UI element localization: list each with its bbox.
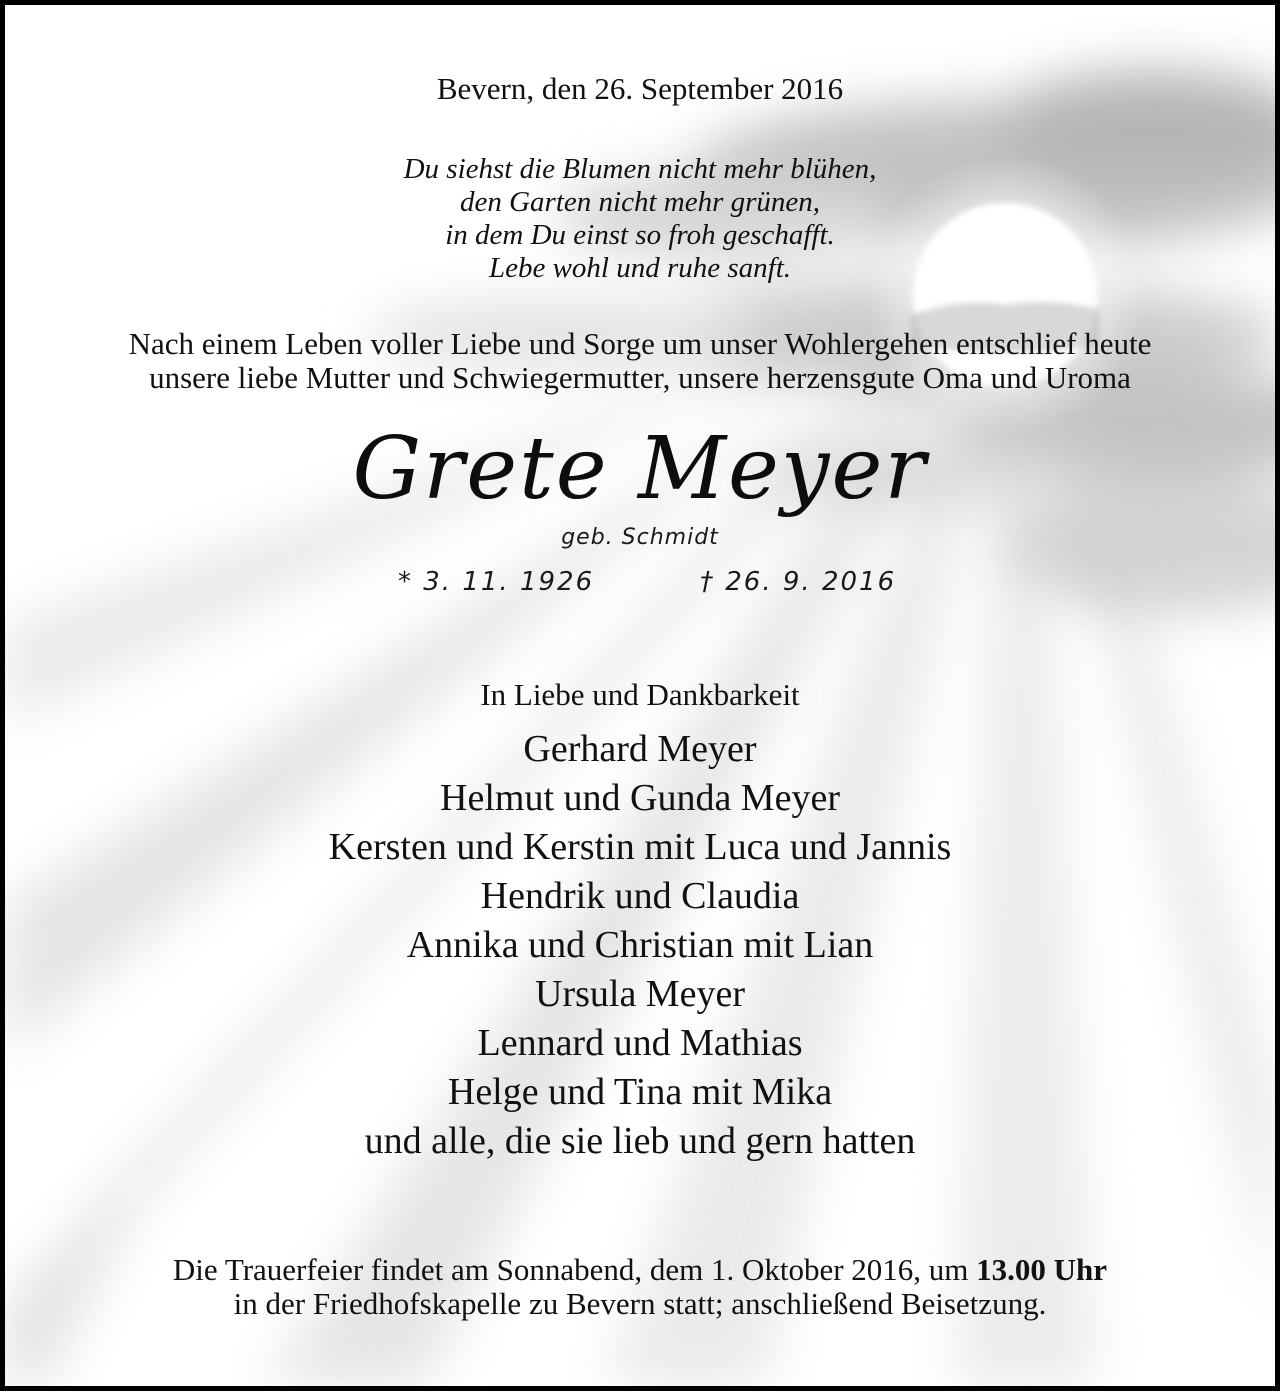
funeral-info xyxy=(5,1253,1275,1321)
place-date: Bevern, den 26. September 2016 xyxy=(436,71,844,106)
mourner-name: Gerhard Meyer xyxy=(523,728,757,770)
poem-line: in dem Du einst so froh geschafft. xyxy=(445,219,835,251)
funeral-line-1 xyxy=(5,1253,1275,1287)
funeral-date-text: Die Trauerfeier findet am Sonnabend, dem 1. Oktober 2016, um xyxy=(172,1252,977,1287)
birth-date: * 3. 11. 1926 xyxy=(398,567,595,597)
mourner-name: Kersten und Kerstin mit Luca und Jannis xyxy=(328,826,952,868)
maiden-name: geb. Schmidt xyxy=(561,525,719,550)
mourner-name: Annika und Christian mit Lian xyxy=(406,924,874,966)
funeral-line-2: in der Friedhofskapelle zu Bevern statt; anschließend Beisetzung. xyxy=(233,1286,1047,1321)
poem-line: den Garten nicht mehr grünen, xyxy=(459,186,821,218)
death-date: † 26. 9. 2016 xyxy=(700,567,897,597)
mourner-name: und alle, die sie lieb und gern hatten xyxy=(364,1120,916,1162)
intro-text xyxy=(5,327,1275,395)
deceased-name: Grete Meyer xyxy=(352,419,928,519)
mourner-name: Hendrik und Claudia xyxy=(480,875,800,917)
poem xyxy=(5,153,1275,285)
mourners-list xyxy=(5,725,1275,1166)
poem-line: Du siehst die Blumen nicht mehr blühen, xyxy=(403,153,877,185)
mourner-name: Ursula Meyer xyxy=(535,973,745,1015)
mourner-name: Helge und Tina mit Mika xyxy=(447,1071,833,1113)
mourners-heading: In Liebe und Dankbarkeit xyxy=(480,677,800,712)
intro-line: unsere liebe Mutter und Schwiegermutter, unsere herzensgute Oma und Uroma xyxy=(149,360,1131,395)
intro-line: Nach einem Leben voller Liebe und Sorge um unser Wohlergehen entschlief heute xyxy=(128,326,1152,361)
poem-line: Lebe wohl und ruhe sanft. xyxy=(488,252,792,284)
funeral-time: 13.00 Uhr xyxy=(976,1252,1108,1287)
mourner-name: Lennard und Mathias xyxy=(477,1022,803,1064)
mourner-name: Helmut und Gunda Meyer xyxy=(440,777,840,819)
